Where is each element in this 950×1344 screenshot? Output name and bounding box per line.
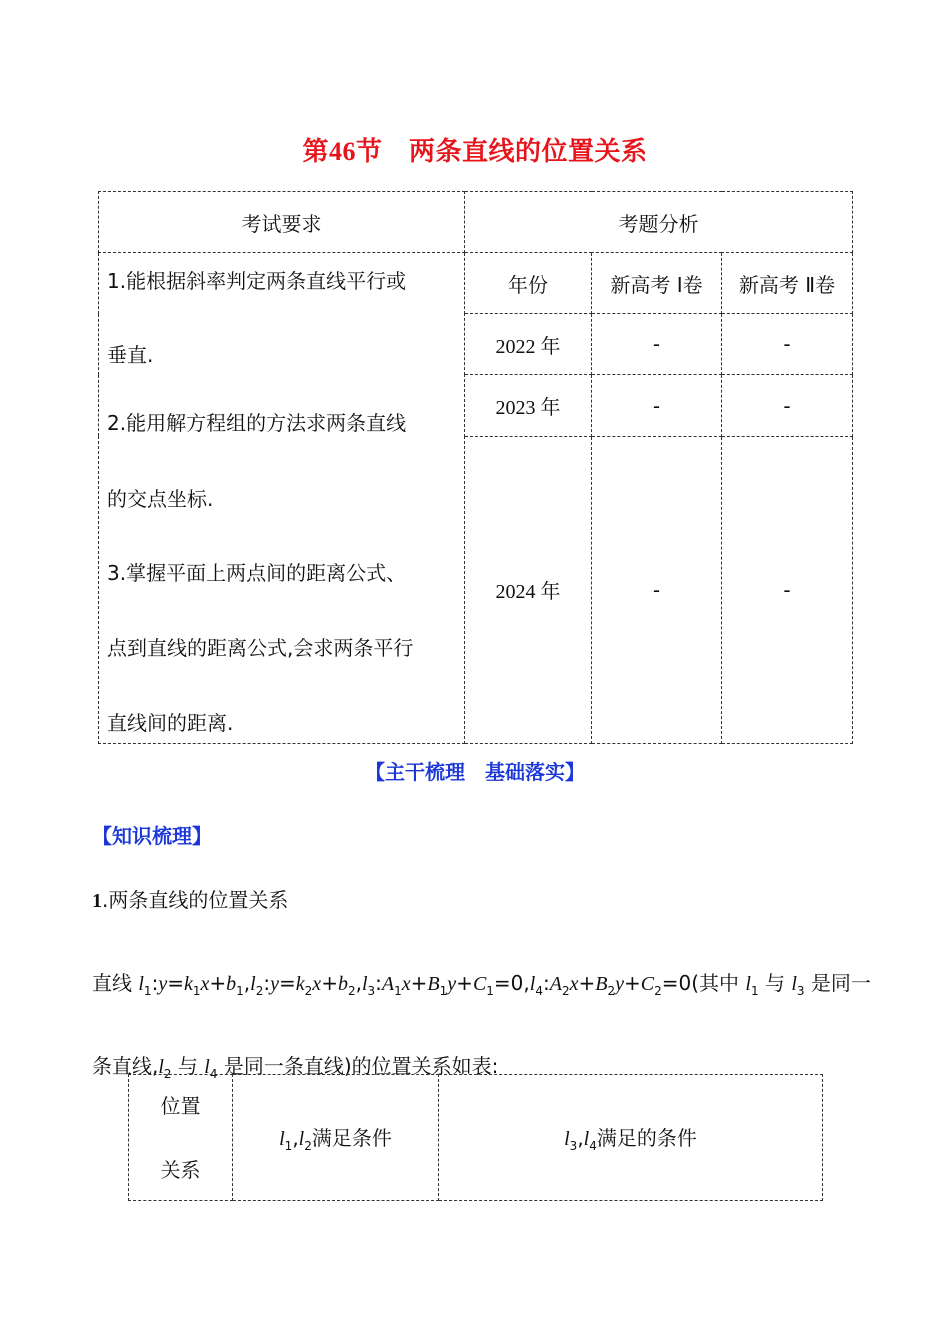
col-new-exam-1: 新高考 Ⅰ卷 <box>592 253 722 314</box>
req-line: 的交点坐标. <box>107 487 214 511</box>
year-cell: 2022 年 <box>465 314 592 375</box>
section-knowledge-heading: 【知识梳理】 <box>92 824 212 848</box>
req-line: 2.能用解方程组的方法求两条直线 <box>107 411 407 435</box>
heading-positional-relations: 1.两条直线的位置关系 <box>92 888 289 912</box>
value-cell: - <box>592 314 722 375</box>
value-cell: - <box>722 436 853 743</box>
header-exam-analysis: 考题分析 <box>465 192 853 253</box>
section-main-heading: 【主干梳理 基础落实】 <box>365 760 585 784</box>
col-year: 年份 <box>465 253 592 314</box>
value-cell: - <box>592 436 722 743</box>
col-new-exam-2: 新高考 Ⅱ卷 <box>722 253 853 314</box>
page-title: 第46节 两条直线的位置关系 <box>302 137 648 167</box>
req-line: 1.能根据斜率判定两条直线平行或 <box>107 269 407 293</box>
req-line: 直线间的距离. <box>107 711 234 735</box>
year-cell: 2024 年 <box>465 436 592 743</box>
header-l3-l4-conditions: $l_3,l_4$满足的条件 <box>439 1075 823 1201</box>
req-line: 点到直线的距离公式,会求两条平行 <box>107 636 414 660</box>
lines-paragraph: 直线 $l_1:y=k_1x+b_1,l_2:y=k_2x+b_2,l_3:A_1x+B_1y+C_1=0,l_4:A_2x+B_2y+C_2=0$(其中 $l_1$ 与 $l_3$ 是同一条直线$,l_2$ 与 $l_4$ 是同一条直线)的位置关系如表: <box>92 971 871 1081</box>
requirements-table <box>98 191 853 744</box>
requirements-text <box>99 253 465 744</box>
value-cell: - <box>722 375 853 436</box>
positional-relations-table <box>128 1074 823 1201</box>
req-line: 3.掌握平面上两点间的距离公式、 <box>107 561 407 585</box>
value-cell: - <box>592 375 722 436</box>
year-cell: 2023 年 <box>465 375 592 436</box>
header-exam-requirements: 考试要求 <box>99 192 465 253</box>
header-relation: 位置 关系 <box>129 1075 233 1201</box>
value-cell: - <box>722 314 853 375</box>
req-line: 垂直. <box>107 343 154 367</box>
header-l1-l2-conditions: $l_1,l_2$满足条件 <box>233 1075 439 1201</box>
